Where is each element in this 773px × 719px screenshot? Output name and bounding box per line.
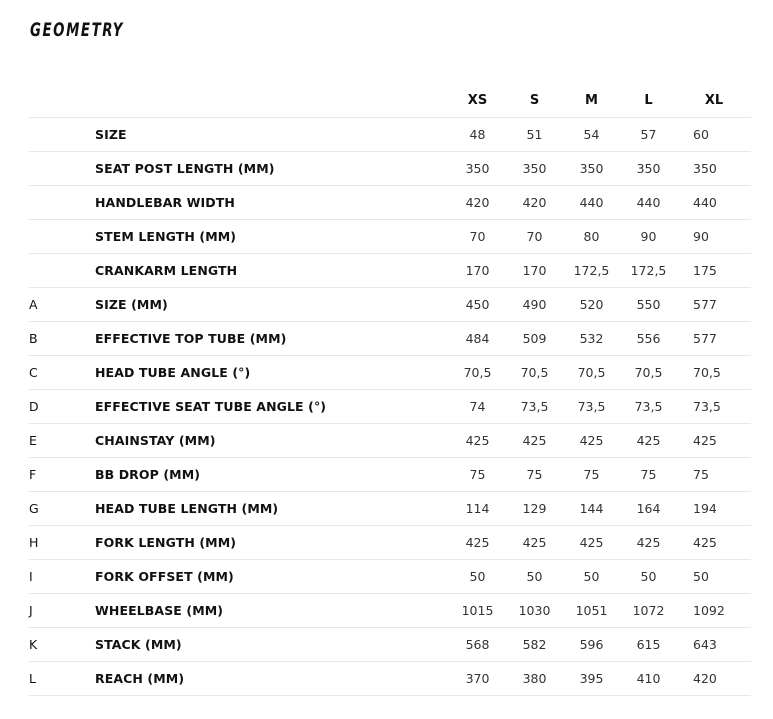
row-letter: A: [29, 288, 95, 322]
value-cell: 90: [620, 220, 677, 254]
value-cell: 70,5: [506, 356, 563, 390]
row-letter: D: [29, 390, 95, 424]
table-row: [29, 288, 751, 322]
value-cell: 50: [506, 560, 563, 594]
table-row: [29, 356, 751, 390]
size-header-xs: XS: [449, 83, 506, 118]
row-letter: [29, 220, 95, 254]
row-letter: [29, 186, 95, 220]
value-cell: 520: [563, 288, 620, 322]
value-cell: 75: [620, 458, 677, 492]
value-cell: 550: [620, 288, 677, 322]
value-cell: 70,5: [449, 356, 506, 390]
value-cell: 532: [563, 322, 620, 356]
table-row: [29, 492, 751, 526]
row-label: REACH (MM): [95, 662, 449, 696]
value-cell: 425: [506, 424, 563, 458]
value-cell: 380: [506, 662, 563, 696]
value-cell: 420: [449, 186, 506, 220]
size-header-m: M: [563, 83, 620, 118]
value-cell: 70,5: [563, 356, 620, 390]
value-cell: 395: [563, 662, 620, 696]
row-letter: G: [29, 492, 95, 526]
row-label: STEM LENGTH (MM): [95, 220, 449, 254]
value-cell: 509: [506, 322, 563, 356]
row-label: CHAINSTAY (MM): [95, 424, 449, 458]
value-cell: 440: [620, 186, 677, 220]
value-cell: 450: [449, 288, 506, 322]
table-row: [29, 152, 751, 186]
table-row: [29, 254, 751, 288]
value-cell: 54: [563, 118, 620, 152]
value-cell: 1030: [506, 594, 563, 628]
value-cell: 420: [677, 662, 751, 696]
value-cell: 568: [449, 628, 506, 662]
row-letter: H: [29, 526, 95, 560]
row-label: HEAD TUBE ANGLE (°): [95, 356, 449, 390]
row-letter: B: [29, 322, 95, 356]
value-cell: 425: [563, 424, 620, 458]
table-row: [29, 526, 751, 560]
table-row: [29, 118, 751, 152]
value-cell: 164: [620, 492, 677, 526]
value-cell: 577: [677, 288, 751, 322]
table-row: [29, 628, 751, 662]
table-body: [29, 118, 751, 696]
value-cell: 425: [620, 424, 677, 458]
value-cell: 425: [620, 526, 677, 560]
table-row: [29, 390, 751, 424]
value-cell: 50: [677, 560, 751, 594]
row-letter: E: [29, 424, 95, 458]
value-cell: 75: [677, 458, 751, 492]
value-cell: 75: [563, 458, 620, 492]
row-label: SIZE (MM): [95, 288, 449, 322]
value-cell: 144: [563, 492, 620, 526]
row-label: STACK (MM): [95, 628, 449, 662]
row-label: FORK OFFSET (MM): [95, 560, 449, 594]
row-label: HEAD TUBE LENGTH (MM): [95, 492, 449, 526]
geometry-table: [29, 83, 751, 696]
table-row: [29, 560, 751, 594]
value-cell: 48: [449, 118, 506, 152]
value-cell: 350: [620, 152, 677, 186]
row-letter: [29, 118, 95, 152]
value-cell: 350: [563, 152, 620, 186]
value-cell: 1092: [677, 594, 751, 628]
value-cell: 425: [506, 526, 563, 560]
value-cell: 484: [449, 322, 506, 356]
row-label: FORK LENGTH (MM): [95, 526, 449, 560]
value-cell: 615: [620, 628, 677, 662]
value-cell: 50: [449, 560, 506, 594]
value-cell: 425: [563, 526, 620, 560]
value-cell: 170: [449, 254, 506, 288]
value-cell: 70,5: [620, 356, 677, 390]
value-cell: 75: [449, 458, 506, 492]
row-letter: J: [29, 594, 95, 628]
row-letter: K: [29, 628, 95, 662]
header-letter-cell: [29, 83, 95, 118]
row-label: HANDLEBAR WIDTH: [95, 186, 449, 220]
value-cell: 194: [677, 492, 751, 526]
row-label: SIZE: [95, 118, 449, 152]
row-label: EFFECTIVE SEAT TUBE ANGLE (°): [95, 390, 449, 424]
value-cell: 73,5: [677, 390, 751, 424]
value-cell: 74: [449, 390, 506, 424]
value-cell: 425: [677, 526, 751, 560]
table-row: [29, 424, 751, 458]
size-header-s: S: [506, 83, 563, 118]
table-row: [29, 322, 751, 356]
value-cell: 90: [677, 220, 751, 254]
header-label-cell: [95, 83, 449, 118]
value-cell: 57: [620, 118, 677, 152]
row-label: SEAT POST LENGTH (MM): [95, 152, 449, 186]
value-cell: 582: [506, 628, 563, 662]
row-label: BB DROP (MM): [95, 458, 449, 492]
table-row: [29, 220, 751, 254]
row-letter: [29, 152, 95, 186]
value-cell: 129: [506, 492, 563, 526]
table-row: [29, 458, 751, 492]
size-header-l: L: [620, 83, 677, 118]
value-cell: 80: [563, 220, 620, 254]
value-cell: 75: [506, 458, 563, 492]
value-cell: 425: [677, 424, 751, 458]
value-cell: 420: [506, 186, 563, 220]
value-cell: 410: [620, 662, 677, 696]
value-cell: 596: [563, 628, 620, 662]
row-letter: C: [29, 356, 95, 390]
value-cell: 425: [449, 424, 506, 458]
row-label: CRANKARM LENGTH: [95, 254, 449, 288]
value-cell: 643: [677, 628, 751, 662]
value-cell: 350: [677, 152, 751, 186]
table-header-row: [29, 83, 751, 118]
row-letter: F: [29, 458, 95, 492]
value-cell: 172,5: [563, 254, 620, 288]
value-cell: 73,5: [563, 390, 620, 424]
value-cell: 1015: [449, 594, 506, 628]
value-cell: 490: [506, 288, 563, 322]
table-row: [29, 662, 751, 696]
row-letter: [29, 254, 95, 288]
row-label: EFFECTIVE TOP TUBE (MM): [95, 322, 449, 356]
value-cell: 60: [677, 118, 751, 152]
row-label: WHEELBASE (MM): [95, 594, 449, 628]
value-cell: 73,5: [620, 390, 677, 424]
value-cell: 350: [449, 152, 506, 186]
value-cell: 172,5: [620, 254, 677, 288]
value-cell: 50: [620, 560, 677, 594]
value-cell: 1051: [563, 594, 620, 628]
value-cell: 114: [449, 492, 506, 526]
value-cell: 440: [677, 186, 751, 220]
value-cell: 577: [677, 322, 751, 356]
value-cell: 170: [506, 254, 563, 288]
value-cell: 370: [449, 662, 506, 696]
value-cell: 70,5: [677, 356, 751, 390]
table-row: [29, 594, 751, 628]
page-title: GEOMETRY: [30, 19, 124, 41]
value-cell: 1072: [620, 594, 677, 628]
value-cell: 51: [506, 118, 563, 152]
value-cell: 175: [677, 254, 751, 288]
value-cell: 73,5: [506, 390, 563, 424]
size-header-xl: XL: [677, 83, 751, 118]
value-cell: 70: [449, 220, 506, 254]
value-cell: 425: [449, 526, 506, 560]
row-letter: I: [29, 560, 95, 594]
value-cell: 556: [620, 322, 677, 356]
row-letter: L: [29, 662, 95, 696]
table-row: [29, 186, 751, 220]
value-cell: 440: [563, 186, 620, 220]
value-cell: 350: [506, 152, 563, 186]
value-cell: 70: [506, 220, 563, 254]
value-cell: 50: [563, 560, 620, 594]
